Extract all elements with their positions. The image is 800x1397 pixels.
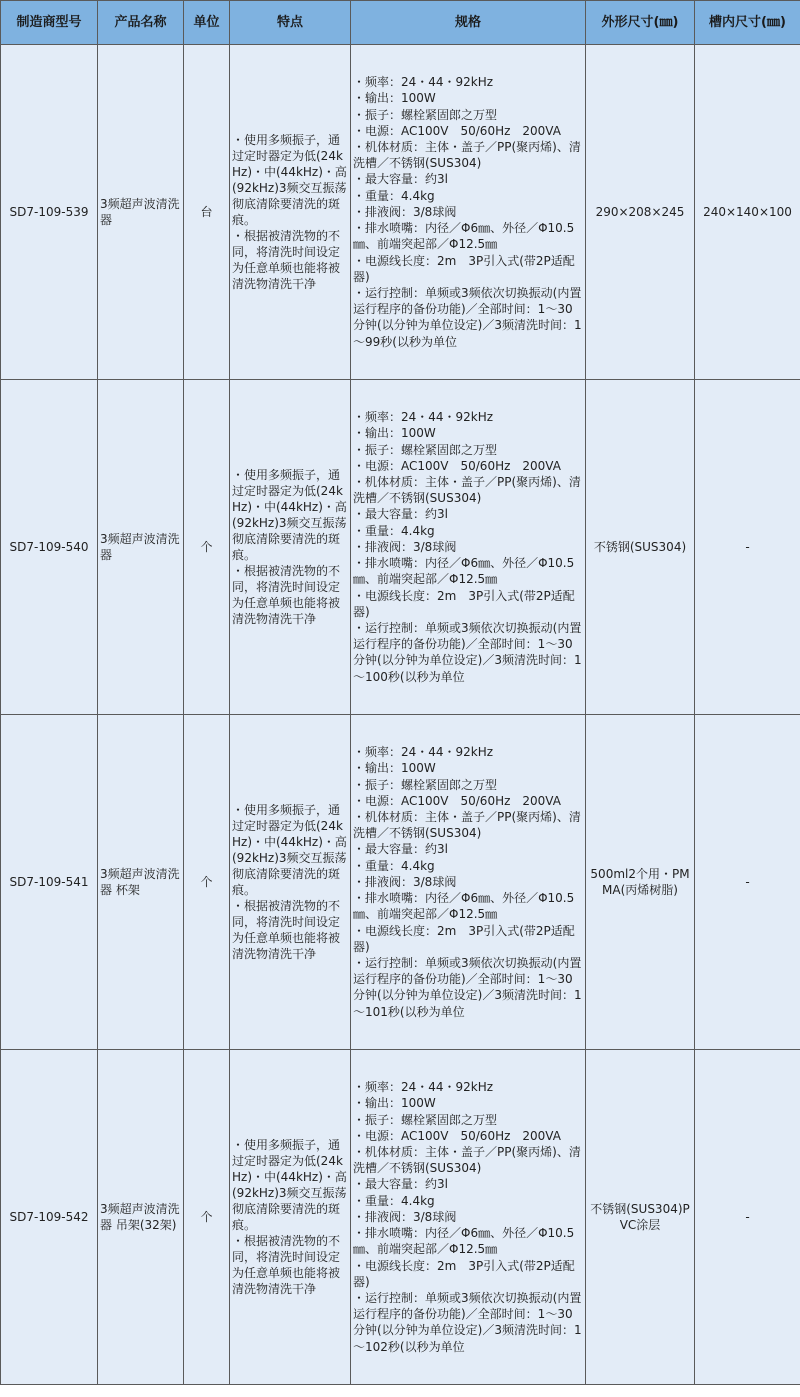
- header-name: 产品名称: [98, 1, 184, 45]
- spec-line: ・机体材质：主体・盖子／PP(聚丙烯)、清洗槽／不锈钢(SUS304): [353, 140, 581, 171]
- spec-line: ・重量：4.4kg: [353, 858, 435, 873]
- cell-product-name: 3频超声波清洗器 杯架: [98, 715, 184, 1050]
- header-spec: 规格: [351, 1, 586, 45]
- spec-line: ・机体材质：主体・盖子／PP(聚丙烯)、清洗槽／不锈钢(SUS304): [353, 810, 581, 841]
- cell-model: SD7-109-542: [1, 1050, 98, 1385]
- spec-line: ・运行控制：单频或3频依次切换振动(内置运行程序的备份功能)／全部时间：1～30分钟(以分钟为单位设定)／3频清洗时间：1～100秒(以秒为单位: [353, 620, 582, 684]
- table-row: [1, 715, 800, 1050]
- spec-line: ・最大容量：约3l: [353, 1177, 448, 1192]
- spec-line: ・最大容量：约3l: [353, 842, 448, 857]
- spec-line: ・排水喷嘴：内径／Φ6㎜、外径／Φ10.5㎜、前端突起部／Φ12.5㎜: [353, 221, 575, 252]
- header-inner-dim: 槽内尺寸(㎜): [695, 1, 800, 45]
- cell-unit: 台: [184, 45, 230, 380]
- spec-line: ・输出：100W: [353, 761, 436, 776]
- spec-line: ・运行控制：单频或3频依次切换振动(内置运行程序的备份功能)／全部时间：1～30分钟(以分钟为单位设定)／3频清洗时间：1～101秒(以秒为单位: [353, 955, 582, 1019]
- spec-line: ・电源线长度：2m 3P引入式(带2P适配器): [353, 923, 575, 954]
- cell-inner-dim: -: [695, 380, 800, 715]
- spec-line: ・电源线长度：2m 3P引入式(带2P适配器): [353, 253, 575, 284]
- cell-outer-dim: 290×208×245: [586, 45, 695, 380]
- spec-line: ・重量：4.4kg: [353, 1193, 435, 1208]
- cell-unit: 个: [184, 715, 230, 1050]
- cell-model: SD7-109-540: [1, 380, 98, 715]
- table-row: [1, 1050, 800, 1385]
- spec-line: ・电源线长度：2m 3P引入式(带2P适配器): [353, 1258, 575, 1289]
- spec-line: ・电源：AC100V 50/60Hz 200VA: [353, 458, 561, 473]
- cell-outer-dim: 不锈钢(SUS304)PVC涂层: [586, 1050, 695, 1385]
- spec-line: ・机体材质：主体・盖子／PP(聚丙烯)、清洗槽／不锈钢(SUS304): [353, 475, 581, 506]
- cell-spec: [351, 380, 586, 715]
- spec-line: ・运行控制：单频或3频依次切换振动(内置运行程序的备份功能)／全部时间：1～30分钟(以分钟为单位设定)／3频清洗时间：1～99秒(以秒为单位: [353, 285, 582, 349]
- cell-inner-dim: 240×140×100: [695, 45, 800, 380]
- cell-spec: [351, 1050, 586, 1385]
- spec-line: ・输出：100W: [353, 426, 436, 441]
- spec-line: ・频率：24・44・92kHz: [353, 745, 494, 760]
- spec-line: ・运行控制：单频或3频依次切换振动(内置运行程序的备份功能)／全部时间：1～30分钟(以分钟为单位设定)／3频清洗时间：1～102秒(以秒为单位: [353, 1290, 582, 1354]
- spec-line: ・振子：螺栓紧固郎之万型: [353, 777, 498, 792]
- feature-line: ・使用多频振子，通过定时器定为低(24kHz)・中(44kHz)・高(92kHz)3频交互振荡彻底清除要清洗的斑痕。: [232, 133, 347, 227]
- cell-features: [230, 45, 351, 380]
- table-row: [1, 45, 800, 380]
- spec-line: ・重量：4.4kg: [353, 188, 435, 203]
- cell-model: SD7-109-541: [1, 715, 98, 1050]
- spec-line: ・振子：螺栓紧固郎之万型: [353, 107, 498, 122]
- spec-line: ・频率：24・44・92kHz: [353, 75, 494, 90]
- header-features: 特点: [230, 1, 351, 45]
- spec-line: ・排水喷嘴：内径／Φ6㎜、外径／Φ10.5㎜、前端突起部／Φ12.5㎜: [353, 1226, 575, 1257]
- spec-line: ・排水喷嘴：内径／Φ6㎜、外径／Φ10.5㎜、前端突起部／Φ12.5㎜: [353, 891, 575, 922]
- header-outer-dim: 外形尺寸(㎜): [586, 1, 695, 45]
- feature-line: ・根据被清洗物的不同，将清洗时间设定为任意单频也能将被清洗物清洗干净: [232, 1234, 341, 1296]
- header-unit: 单位: [184, 1, 230, 45]
- cell-spec: [351, 45, 586, 380]
- spec-line: ・排液阀：3/8球阀: [353, 874, 457, 889]
- cell-outer-dim: 500ml2个用・PMMA(丙烯树脂): [586, 715, 695, 1050]
- spec-line: ・振子：螺栓紧固郎之万型: [353, 1112, 498, 1127]
- cell-spec: [351, 715, 586, 1050]
- header-model: 制造商型号: [1, 1, 98, 45]
- spec-line: ・排水喷嘴：内径／Φ6㎜、外径／Φ10.5㎜、前端突起部／Φ12.5㎜: [353, 556, 575, 587]
- spec-line: ・最大容量：约3l: [353, 507, 448, 522]
- spec-line: ・最大容量：约3l: [353, 172, 448, 187]
- table-row: [1, 380, 800, 715]
- cell-inner-dim: -: [695, 715, 800, 1050]
- cell-unit: 个: [184, 380, 230, 715]
- spec-line: ・频率：24・44・92kHz: [353, 1080, 494, 1095]
- cell-features: [230, 715, 351, 1050]
- spec-line: ・机体材质：主体・盖子／PP(聚丙烯)、清洗槽／不锈钢(SUS304): [353, 1145, 581, 1176]
- cell-product-name: 3频超声波清洗器: [98, 380, 184, 715]
- cell-features: [230, 1050, 351, 1385]
- cell-model: SD7-109-539: [1, 45, 98, 380]
- spec-line: ・振子：螺栓紧固郎之万型: [353, 442, 498, 457]
- spec-line: ・排液阀：3/8球阀: [353, 204, 457, 219]
- feature-line: ・使用多频振子，通过定时器定为低(24kHz)・中(44kHz)・高(92kHz)3频交互振荡彻底清除要清洗的斑痕。: [232, 803, 347, 897]
- spec-line: ・排液阀：3/8球阀: [353, 1209, 457, 1224]
- cell-product-name: 3频超声波清洗器 吊架(32架): [98, 1050, 184, 1385]
- spec-line: ・电源：AC100V 50/60Hz 200VA: [353, 1128, 561, 1143]
- spec-line: ・输出：100W: [353, 91, 436, 106]
- cell-features: [230, 380, 351, 715]
- cell-inner-dim: -: [695, 1050, 800, 1385]
- feature-line: ・根据被清洗物的不同，将清洗时间设定为任意单频也能将被清洗物清洗干净: [232, 899, 341, 961]
- spec-line: ・频率：24・44・92kHz: [353, 410, 494, 425]
- table-header-row: [1, 1, 800, 45]
- spec-line: ・电源：AC100V 50/60Hz 200VA: [353, 123, 561, 138]
- cell-outer-dim: 不锈钢(SUS304): [586, 380, 695, 715]
- feature-line: ・根据被清洗物的不同，将清洗时间设定为任意单频也能将被清洗物清洗干净: [232, 564, 341, 626]
- spec-line: ・电源线长度：2m 3P引入式(带2P适配器): [353, 588, 575, 619]
- spec-line: ・重量：4.4kg: [353, 523, 435, 538]
- feature-line: ・使用多频振子，通过定时器定为低(24kHz)・中(44kHz)・高(92kHz)3频交互振荡彻底清除要清洗的斑痕。: [232, 468, 347, 562]
- cell-product-name: 3频超声波清洗器: [98, 45, 184, 380]
- cell-unit: 个: [184, 1050, 230, 1385]
- feature-line: ・使用多频振子，通过定时器定为低(24kHz)・中(44kHz)・高(92kHz)3频交互振荡彻底清除要清洗的斑痕。: [232, 1138, 347, 1232]
- spec-line: ・排液阀：3/8球阀: [353, 539, 457, 554]
- spec-line: ・输出：100W: [353, 1096, 436, 1111]
- feature-line: ・根据被清洗物的不同，将清洗时间设定为任意单频也能将被清洗物清洗干净: [232, 229, 341, 291]
- spec-line: ・电源：AC100V 50/60Hz 200VA: [353, 793, 561, 808]
